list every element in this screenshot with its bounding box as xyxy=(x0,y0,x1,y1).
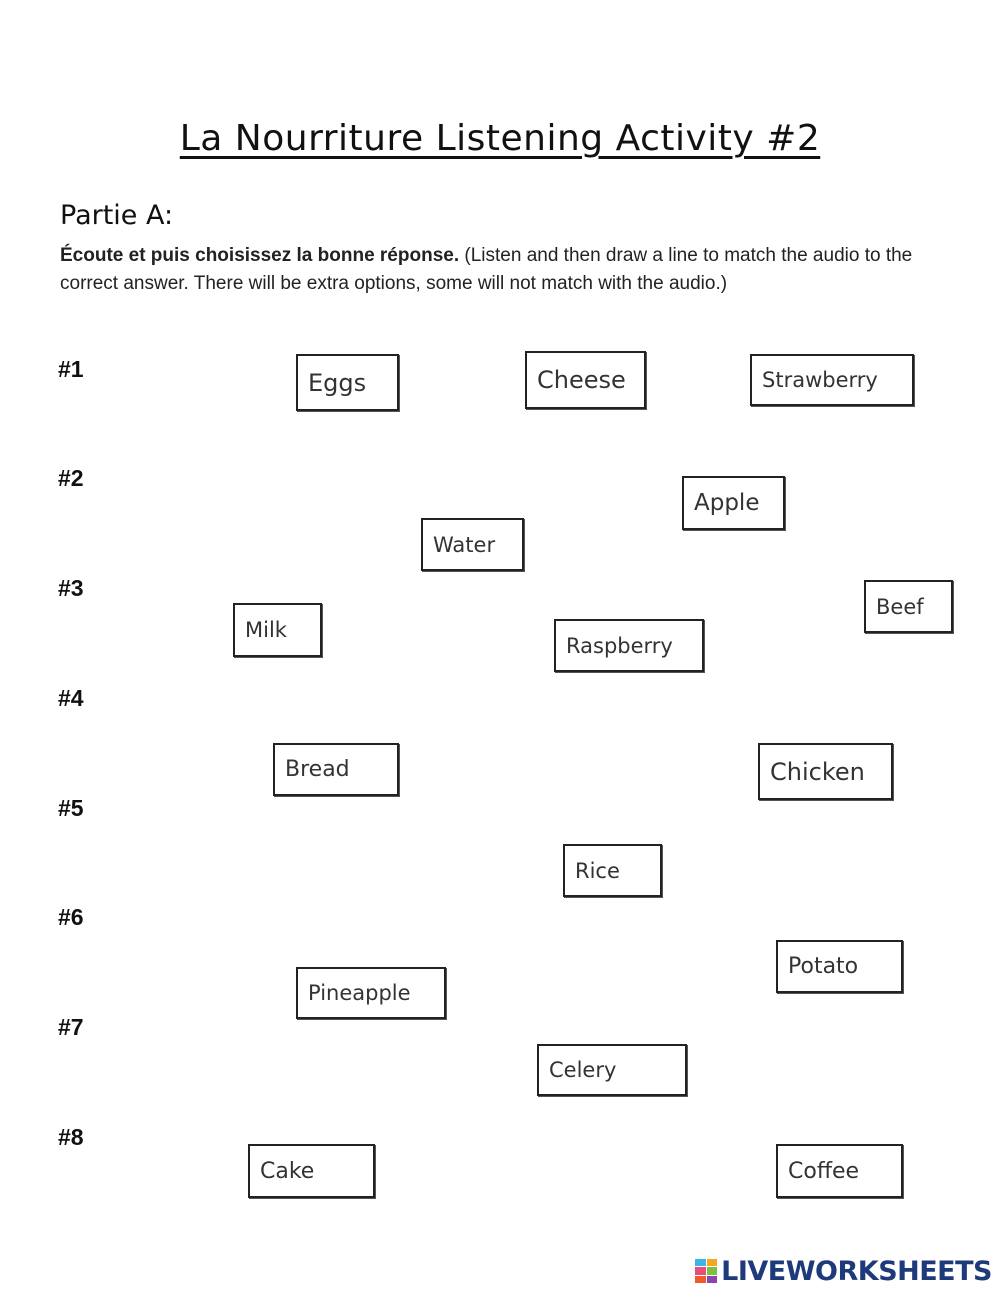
option-strawberry[interactable]: Strawberry xyxy=(750,354,914,406)
option-cake[interactable]: Cake xyxy=(248,1144,375,1198)
option-celery[interactable]: Celery xyxy=(537,1044,687,1096)
option-chicken[interactable]: Chicken xyxy=(758,743,893,800)
liveworksheets-logo-icon xyxy=(695,1259,717,1283)
worksheet-title: La Nourriture Listening Activity #2 xyxy=(179,118,821,159)
item-number-8: #8 xyxy=(58,1124,84,1150)
liveworksheets-logo[interactable] xyxy=(695,1255,992,1287)
instructions-rest: (Listen and then draw a line to match the audio to the correct answer. There will be extra options, some will not match with the audio.) xyxy=(60,245,913,294)
option-bread[interactable]: Bread xyxy=(273,743,399,796)
option-coffee[interactable]: Coffee xyxy=(776,1144,903,1198)
liveworksheets-logo-text: LIVEWORKSHEETS xyxy=(721,1255,992,1287)
option-milk[interactable]: Milk xyxy=(233,603,322,657)
item-number-5: #5 xyxy=(58,795,84,821)
option-eggs[interactable]: Eggs xyxy=(296,354,399,411)
instructions xyxy=(60,242,940,298)
item-number-3: #3 xyxy=(58,575,84,601)
option-beef[interactable]: Beef xyxy=(864,580,953,633)
option-potato[interactable]: Potato xyxy=(776,940,903,993)
option-pineapple[interactable]: Pineapple xyxy=(296,967,446,1019)
item-number-4: #4 xyxy=(58,685,84,711)
item-number-1: #1 xyxy=(58,356,84,382)
option-apple[interactable]: Apple xyxy=(682,476,785,530)
option-water[interactable]: Water xyxy=(421,518,524,571)
item-number-2: #2 xyxy=(58,465,84,491)
instructions-bold: Écoute et puis choisissez la bonne réponse. xyxy=(60,245,460,266)
option-raspberry[interactable]: Raspberry xyxy=(554,619,704,672)
item-number-6: #6 xyxy=(58,904,84,930)
option-cheese[interactable]: Cheese xyxy=(525,351,646,409)
item-number-7: #7 xyxy=(58,1014,84,1040)
section-heading: Partie A: xyxy=(60,200,174,231)
option-rice[interactable]: Rice xyxy=(563,844,662,897)
